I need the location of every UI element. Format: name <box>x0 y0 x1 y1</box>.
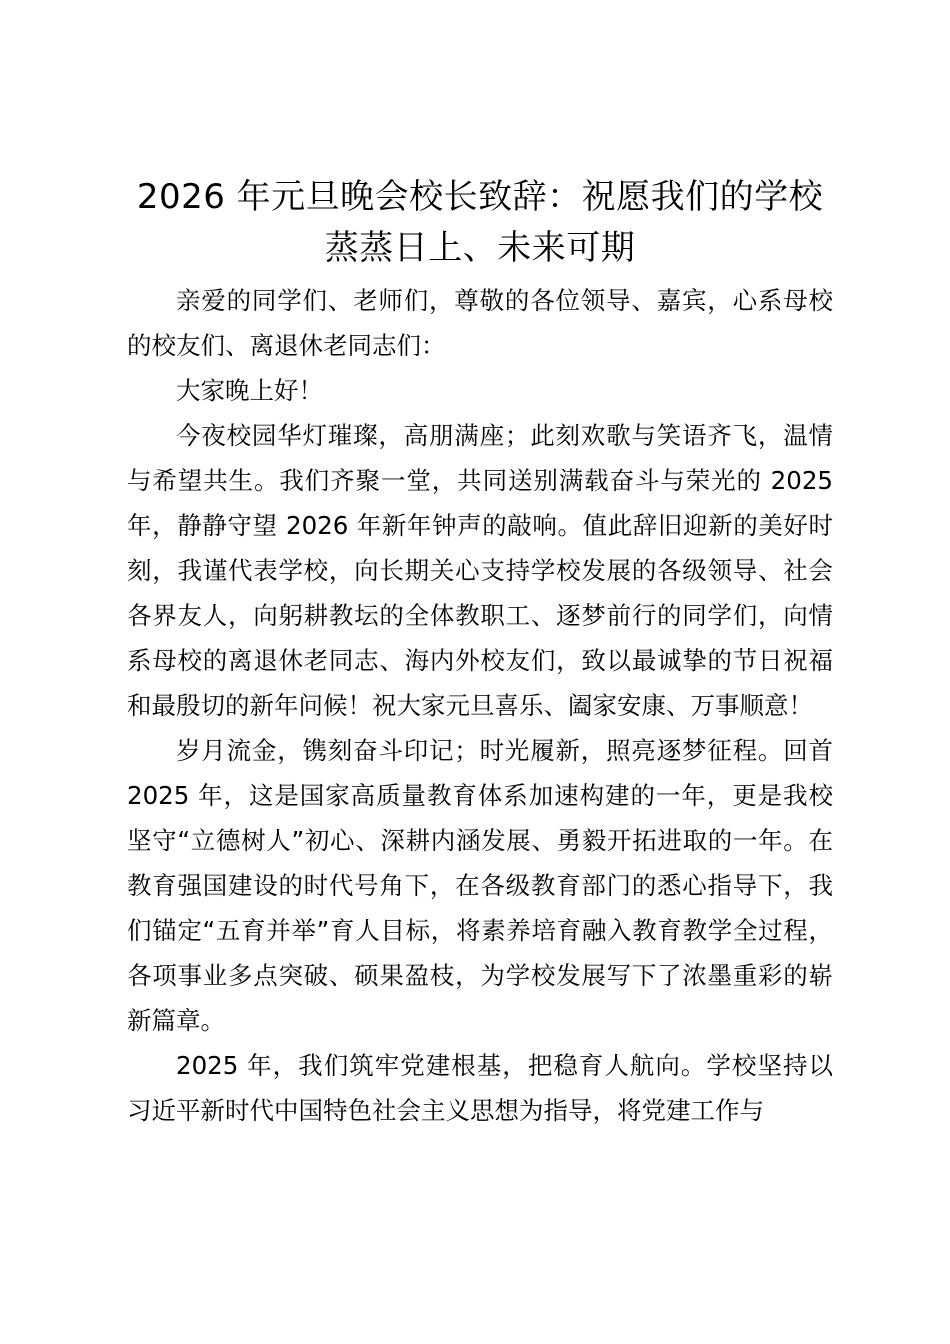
document-body <box>127 278 833 1133</box>
paragraph-greeting: 大家晚上好！ <box>176 376 323 405</box>
document-content <box>127 172 833 1133</box>
paragraph-review: 岁月流金，镌刻奋斗印记；时光履新，照亮逐梦征程。回首 2025 年，这是国家高质量教育体系加速构建的一年，更是我校坚守“立德树人”初心、深耕内涵发展、勇毅开拓进取的一年。在教育强国建设的时代号角下，在各级教育部门的悉心指导下，我们锚定“五育并举”育人目标，将素养培育融入教育教学全过程，各项事业多点突破、硕果盈枝，为学校发展写下了浓墨重彩的崭新篇章。 <box>127 736 833 1035</box>
paragraph-opening: 今夜校园华灯璀璨，高朋满座；此刻欢歌与笑语齐飞，温情与希望共生。我们齐聚一堂，共同送别满载奋斗与荣光的 2025 年，静静守望 2026 年新年钟声的敲响。值此辞旧迎新的美好时刻，我谨代表学校，向长期关心支持学校发展的各级领导、社会各界友人，向躬耕教坛的全体教职工、逐梦前行的同学们，向情系母校的离退休老同志、海内外校友们，致以最诚挚的节日祝福和最殷切的新年问候！祝大家元旦喜乐、阖家安康、万事顺意！ <box>127 421 833 720</box>
paragraph-salutation: 亲爱的同学们、老师们，尊敬的各位领导、嘉宾，心系母校的校友们、离退休老同志们： <box>127 286 833 360</box>
document-title <box>127 172 833 274</box>
paragraph-party-building: 2025 年，我们筑牢党建根基，把稳育人航向。学校坚持以习近平新时代中国特色社会主义思想为指导，将党建工作与 <box>127 1051 833 1125</box>
title-line-1: 2026 年元旦晚会校长致辞：祝愿我们的学校 <box>136 177 824 217</box>
title-line-2: 蒸蒸日上、未来可期 <box>324 228 636 268</box>
